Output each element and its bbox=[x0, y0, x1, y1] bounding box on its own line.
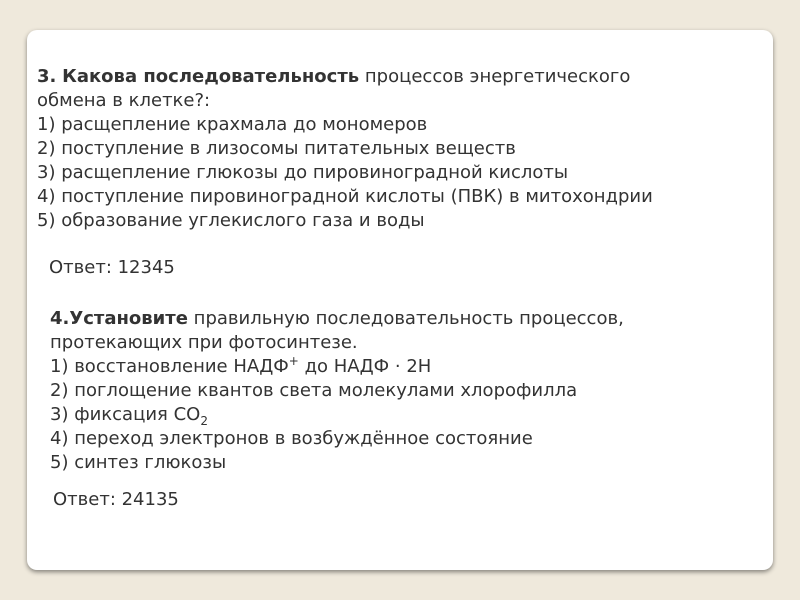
question-4-item-1-text-a: 1) восстановление НАДФ bbox=[50, 356, 289, 377]
question-3-heading bbox=[37, 65, 757, 89]
question-4-answer: Ответ: 24135 bbox=[53, 489, 179, 510]
question-3-answer: Ответ: 12345 bbox=[49, 257, 175, 278]
content-card bbox=[27, 30, 773, 570]
question-3-item-1: 1) расщепление крахмала до мономеров bbox=[37, 114, 428, 135]
question-3-item-3: 3) расщепление глюкозы до пировиноградной кислоты bbox=[37, 162, 569, 183]
question-3-heading-line2: обмена в клетке?: bbox=[37, 90, 211, 111]
question-4-bold-text: 4.Установите bbox=[50, 308, 188, 329]
question-3-heading-rest: процессов энергетического bbox=[364, 66, 631, 87]
question-4-heading bbox=[50, 307, 750, 331]
question-4-item-3-text: 3) фиксация СО bbox=[50, 404, 201, 425]
superscript-plus: + bbox=[288, 354, 299, 368]
question-3 bbox=[37, 65, 757, 233]
question-3-bold-text: Какова последовательность bbox=[62, 66, 360, 87]
subscript-two: 2 bbox=[200, 414, 208, 428]
question-4 bbox=[50, 307, 750, 475]
question-4-item-1-text-b: до НАДФ · 2Н bbox=[304, 356, 432, 377]
question-3-item-5: 5) образование углекислого газа и воды bbox=[37, 210, 425, 231]
question-4-item-3 bbox=[50, 403, 750, 427]
question-3-item-2: 2) поступление в лизосомы питательных веществ bbox=[37, 138, 516, 159]
question-4-item-1 bbox=[50, 355, 750, 379]
question-4-item-5: 5) синтез глюкозы bbox=[50, 452, 227, 473]
question-4-item-2: 2) поглощение квантов света молекулами хлорофилла bbox=[50, 380, 578, 401]
question-3-number: 3. bbox=[37, 66, 57, 87]
question-4-heading-line2: протекающих при фотосинтезе. bbox=[50, 332, 358, 353]
question-4-heading-rest: правильную последовательность процессов, bbox=[193, 308, 624, 329]
question-4-item-4: 4) переход электронов в возбуждённое состояние bbox=[50, 428, 533, 449]
question-3-item-4: 4) поступление пировиноградной кислоты (ПВК) в митохондрии bbox=[37, 186, 653, 207]
